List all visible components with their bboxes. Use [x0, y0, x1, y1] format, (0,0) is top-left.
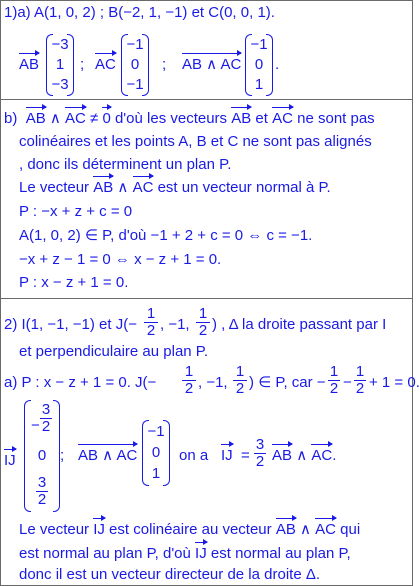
- conclusion-line-1: Le vecteur IJ est colinéaire au vecteur AB ∧ AC qui: [19, 521, 361, 538]
- vector-ab-label: AB: [19, 56, 40, 73]
- coefficient-fraction: 3 2: [255, 436, 265, 470]
- end-dot: .: [275, 56, 280, 73]
- part2-line3-frac-4: 1 2: [355, 363, 365, 397]
- part-b-line-3: , donc ils déterminent un plan P.: [19, 156, 232, 173]
- equals-sign: =: [241, 447, 250, 464]
- ac-value-2: 0: [130, 56, 140, 73]
- separator-2: ;: [162, 56, 167, 73]
- equation-rhs: AB ∧ AC.: [272, 447, 337, 464]
- ij-value-3: 3 2: [37, 474, 47, 508]
- ij-v1-sign: −: [31, 417, 40, 434]
- part-b-line-2: colinéaires et les points A, B et C ne sont pas alignés: [19, 133, 372, 150]
- ona-text: on a: [179, 447, 209, 464]
- cross-value-3: 1: [254, 76, 264, 93]
- part-b-line-8: P : x − z + 1 = 0.: [19, 274, 129, 291]
- part2-line1-frac-2: 1 2: [195, 306, 211, 339]
- cross-product-matrix-2: [142, 420, 170, 486]
- part-b-line-6: A(1, 0, 2) ∈ P, d'où −1 + 2 + c = 0 ⇔ c = −1.: [19, 227, 313, 244]
- vector-ac-label: AC: [95, 56, 116, 73]
- part2-line-1-prefix: 2) I(1, −1, −1) et J(−: [4, 316, 137, 333]
- part2-line-1-mid: , −1,: [160, 316, 190, 333]
- part2-line-3-mid2: ) ∈ P, car −: [249, 374, 326, 391]
- ij-value-1: 3 2: [41, 401, 51, 435]
- cross2-value-2: 0: [151, 444, 161, 461]
- section-divider-1: [0, 99, 413, 100]
- part-b-line-1: b) AB ∧ AC ≠ 0 d'où les vecteurs AB et AC ne sont pas: [4, 110, 375, 127]
- conclusion-line-3: donc il est un vecteur directeur de la droite Δ.: [19, 566, 321, 583]
- cross-product-label-2: AB ∧ AC: [78, 447, 138, 464]
- cross-value-2: 0: [254, 56, 264, 73]
- ac-value-3: −1: [126, 76, 144, 93]
- part2-line-1-tail: ) , Δ la droite passant par I: [212, 316, 387, 333]
- part2-line-2: et perpendiculaire au plan P.: [19, 343, 209, 360]
- cross2-value-3: 1: [151, 465, 161, 482]
- cross-value-1: −1: [250, 36, 268, 53]
- ij-label-2: IJ: [221, 447, 233, 464]
- vector-ab-matrix: [46, 34, 74, 96]
- vector-ij-matrix: [24, 400, 60, 512]
- ab-value-2: 1: [55, 56, 65, 73]
- vector-ac-matrix: [121, 34, 149, 96]
- part-b-line-7: −x + z − 1 = 0 ⇔ x − z + 1 = 0.: [19, 251, 222, 268]
- ij-value-2: 0: [37, 447, 47, 464]
- part2-line3-frac-3: 1 2: [329, 363, 339, 397]
- part2-line-3-minus: −: [343, 374, 352, 391]
- ab-value-1: −3: [51, 36, 69, 53]
- part2-line3-frac-2: 1 2: [232, 364, 248, 397]
- cross-product-matrix: [245, 34, 273, 96]
- conclusion-line-2: est normal au plan P, d'où IJ est normal au plan P,: [19, 545, 351, 562]
- part2-line-3-mid: , −1,: [198, 374, 228, 391]
- cross-product-label: AB ∧ AC: [182, 56, 242, 73]
- ab-value-3: −3: [51, 76, 69, 93]
- vector-ij-label: IJ: [4, 452, 16, 469]
- part2-line1-frac-1: 1 2: [143, 306, 159, 339]
- part1-header: 1)a) A(1, 0, 2) ; B(−2, 1, −1) et C(0, 0, 1).: [4, 4, 275, 21]
- part2-line-3-prefix: a) P : x − z + 1 = 0. J(−: [4, 374, 157, 391]
- part2-line-3-tail: + 1 = 0.: [369, 374, 420, 391]
- separator-3: ;: [60, 447, 65, 464]
- separator-1: ;: [80, 56, 85, 73]
- cross2-value-1: −1: [147, 423, 165, 440]
- section-divider-2: [0, 298, 413, 299]
- ac-value-1: −1: [126, 36, 144, 53]
- part2-line3-frac-1: 1 2: [181, 364, 197, 397]
- part-b-line-5: P : −x + z + c = 0: [19, 203, 133, 220]
- part-b-line-4: Le vecteur AB ∧ AC est un vecteur normal à P.: [19, 179, 331, 196]
